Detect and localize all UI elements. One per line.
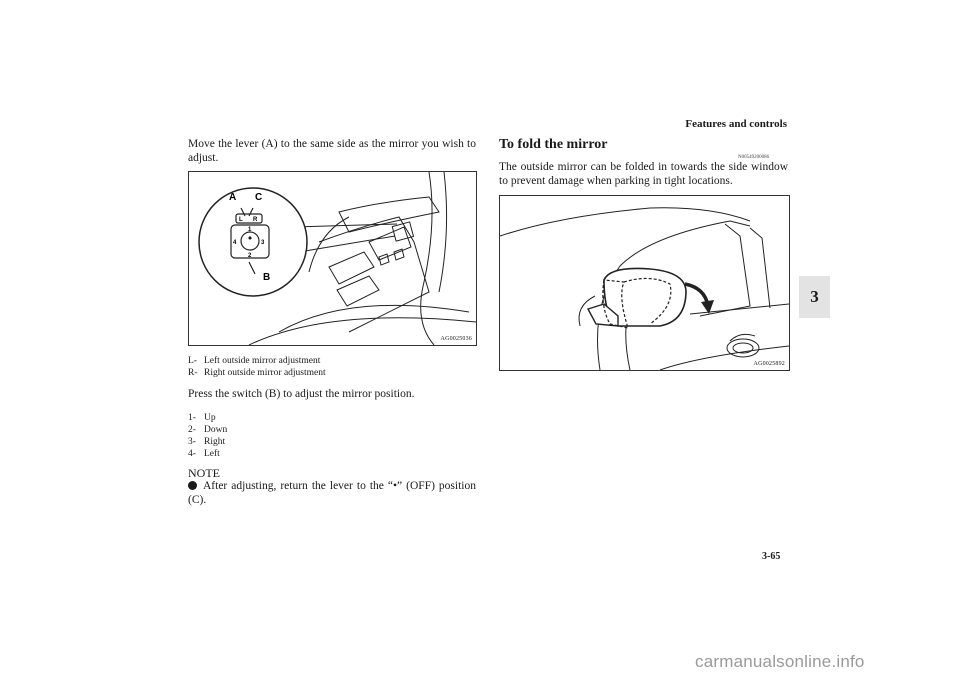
chapter-tab: 3	[799, 276, 830, 318]
intro-paragraph: Move the lever (A) to the same side as the mirror you wish to adjust.	[188, 138, 476, 164]
note-label: NOTE	[188, 466, 220, 480]
direction-text: Right	[204, 437, 226, 447]
figure-code: AG0025036	[440, 336, 472, 342]
lr-legend	[188, 355, 476, 379]
page-number: 3-65	[762, 551, 781, 562]
direction-key: 3-	[188, 437, 196, 447]
label-3: 3	[261, 240, 265, 246]
legend-item	[188, 367, 476, 379]
fold-mirror-figure	[499, 195, 790, 371]
label-r: R	[253, 217, 258, 223]
label-b: B	[263, 272, 271, 283]
bullet-icon	[188, 481, 197, 490]
fold-mirror-illustration	[500, 196, 789, 370]
direction-text: Left	[204, 449, 220, 459]
legend-text: Left outside mirror adjustment	[204, 356, 321, 366]
mirror-switch-illustration	[189, 172, 476, 345]
label-1: 1	[248, 227, 252, 233]
direction-key: 2-	[188, 425, 196, 435]
section-header: Features and controls	[685, 118, 787, 130]
note-item	[188, 480, 476, 507]
direction-key: 1-	[188, 413, 196, 423]
direction-item	[188, 412, 308, 424]
direction-text: Up	[204, 413, 216, 423]
direction-key: 4-	[188, 449, 196, 459]
direction-item	[188, 436, 308, 448]
section-heading: To fold the mirror	[499, 137, 608, 152]
direction-legend	[188, 412, 308, 460]
legend-key: L-	[188, 356, 197, 366]
note-text: After adjusting, return the lever to the “•” (OFF) position (C).	[188, 480, 476, 506]
legend-text: Right outside mirror adjustment	[204, 368, 326, 378]
legend-item	[188, 355, 476, 367]
legend-key: R-	[188, 368, 198, 378]
label-4: 4	[233, 240, 237, 246]
reference-code: N00549200086	[738, 155, 770, 160]
label-l: L	[239, 217, 243, 223]
press-paragraph: Press the switch (B) to adjust the mirror position.	[188, 388, 415, 400]
watermark-link[interactable]: carmanualsonline.info	[695, 652, 865, 671]
direction-item	[188, 424, 308, 436]
direction-item	[188, 448, 308, 460]
label-c: C	[255, 192, 263, 203]
fold-paragraph: The outside mirror can be folded in towards the side window to prevent damage when parking in tight locations.	[499, 161, 788, 187]
mirror-switch-figure	[188, 171, 477, 346]
label-2: 2	[248, 253, 252, 259]
label-a: A	[229, 192, 237, 203]
direction-text: Down	[204, 425, 228, 435]
figure-code: AG0025892	[753, 361, 785, 367]
